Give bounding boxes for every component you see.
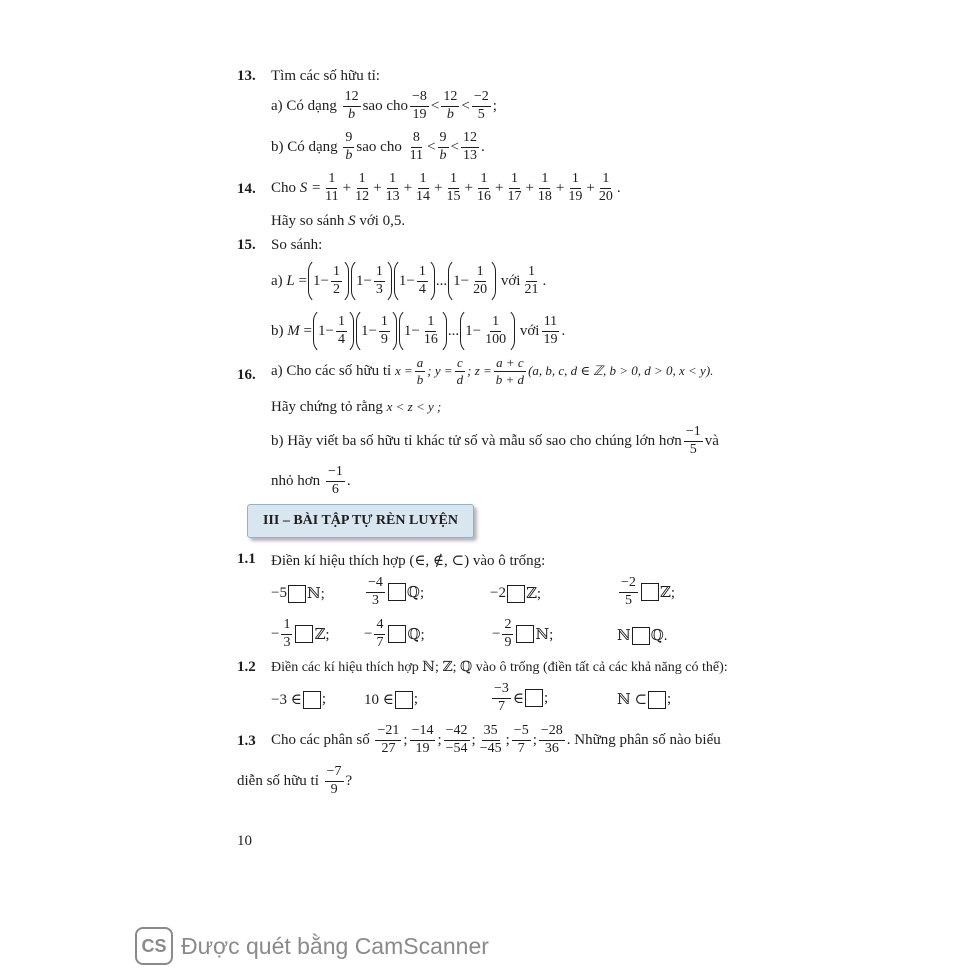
fraction: $\frac{9}{b}$ [345, 130, 353, 163]
sum-term: $\frac{1}{16}$ [476, 171, 491, 204]
factor-fraction: $\frac{1}{16}$ [423, 313, 438, 347]
fraction: $\frac{8}{11}$ [409, 130, 424, 163]
product-factor: 1− $\frac{1}{2}$ [308, 258, 349, 304]
sum-term: $\frac{1}{20}$ [598, 171, 613, 204]
text: nhỏ hơn [271, 472, 321, 489]
text: b) [271, 322, 284, 339]
problem-15a: a) L = 1− $\frac{1}{2}$ 1− $\frac{1}{3}$ 1− $\frac{1}{4}$ ... 1− $\frac{1}{20}$ với $\frac{1}{21}$ . [271, 258, 546, 304]
exercise-1-1-number: 1.1 [237, 551, 256, 567]
product-factor: 1− $\frac{1}{4}$ [394, 258, 435, 304]
fraction: $\frac{c}{d}$ [456, 355, 464, 387]
sum-term: $\frac{1}{13}$ [385, 171, 400, 204]
var: M [287, 322, 300, 339]
plus-sign: + [403, 179, 413, 196]
sum-term: $\frac{1}{19}$ [568, 171, 583, 204]
listed-fraction: $\frac{-42}{-54}$ [445, 723, 468, 756]
text: với [519, 322, 540, 339]
text: . Những phân số nào biểu [566, 731, 721, 748]
fraction: $\frac{a}{b}$ [416, 355, 424, 387]
section-heading: III – BÀI TẬP TỰ RÈN LUYỆN [247, 504, 474, 538]
exercise-1-2-text: Điền các kí hiệu thích hợp ℕ; ℤ; ℚ vào ô trống (điền tất cả các khả năng có thể): [271, 660, 728, 675]
ellipsis: ... [447, 322, 460, 339]
fraction: $\frac{-2}{5}$ [621, 575, 636, 608]
product-M [312, 308, 516, 354]
fraction: $\frac{-1}{6}$ [327, 464, 343, 497]
ex11-item: ℕ ℚ. [617, 628, 668, 644]
text: sao cho [356, 138, 402, 155]
ex11-item: −5 ℕ; [271, 585, 325, 602]
footer-text: Được quét bằng CamScanner [181, 932, 489, 959]
plus-sign: + [494, 179, 504, 196]
fraction: $\frac{-7}{9}$ [326, 764, 342, 797]
exercise-1-3-line2: diễn số hữu tỉ $\frac{-7}{9}$ ? [237, 764, 353, 797]
ex11-item: − $\frac{4}{7}$ ℚ; [364, 617, 425, 650]
problem-13-intro: Tìm các số hữu tỉ: [271, 68, 380, 84]
var: L [286, 272, 295, 289]
text: b) Hãy viết ba số hữu tỉ khác tử số và mẫu số sao cho chúng lớn hơn [271, 432, 682, 449]
fraction: $\frac{a + c}{b + d}$ [495, 355, 525, 387]
plus-sign: + [464, 179, 473, 196]
product-factor: 1− $\frac{1}{20}$ [448, 258, 496, 304]
fraction: $\frac{12}{b}$ [443, 89, 458, 122]
factor-fraction: $\frac{1}{4}$ [337, 313, 345, 347]
product-factor: 1− $\frac{1}{9}$ [356, 308, 397, 354]
exercise-1-1-text: Điền kí hiệu thích hợp (∈, ∉, ⊂) vào ô trống: [271, 553, 546, 569]
text: diễn số hữu tỉ [237, 772, 319, 789]
fraction: $\frac{1}{21}$ [524, 263, 539, 297]
answer-box[interactable] [525, 689, 543, 707]
answer-box[interactable] [303, 691, 321, 709]
answer-box[interactable] [507, 585, 525, 603]
problem-13-number: 13. [237, 68, 256, 84]
text: với [500, 272, 521, 289]
sum-terms [321, 172, 617, 204]
problem-16a: a) Cho các số hữu tỉ x = $\frac{a}{b}$ ; y = $\frac{c}{d}$ ; z = $\frac{a + c}{b + d}$ (a, b, c, d ∈ ℤ, b > 0, d > 0, x < y). [271, 355, 714, 387]
problem-13b-label: b) Có dạng [271, 138, 338, 155]
factor-fraction: $\frac{1}{4}$ [418, 263, 426, 297]
answer-box[interactable] [648, 691, 666, 709]
problem-15-intro: So sánh: [271, 237, 323, 253]
sum-term: $\frac{1}{17}$ [507, 171, 522, 204]
fraction: $\frac{-8}{19}$ [411, 89, 427, 122]
listed-fraction: $\frac{-21}{27}$ [377, 723, 400, 756]
factor-fraction: $\frac{1}{20}$ [473, 263, 488, 297]
ex12-item: $\frac{-3}{7}$ ∈ ; [494, 681, 549, 714]
product-factor: 1− $\frac{1}{3}$ [351, 258, 392, 304]
separator: ; [403, 731, 408, 748]
fraction: $\frac{4}{7}$ [376, 617, 384, 650]
problem-13a: a) Có dạng $\frac{12}{b}$ sao cho $\frac{-8}{19}$ < $\frac{12}{b}$ < $\frac{-2}{5}$ ; [271, 89, 497, 122]
problem-16b [271, 425, 719, 457]
answer-box[interactable] [516, 625, 534, 643]
ex11-item: $\frac{-2}{5}$ ℤ; [621, 575, 676, 608]
separator: ; [505, 731, 510, 748]
listed-fraction: $\frac{-28}{36}$ [540, 723, 563, 756]
product-factor: 1− $\frac{1}{4}$ [313, 308, 354, 354]
ex11-item: − $\frac{2}{9}$ ℕ; [492, 617, 554, 650]
fraction: $\frac{-3}{7}$ [494, 681, 509, 714]
fraction: $\frac{2}{9}$ [504, 617, 512, 650]
text: sao cho [362, 97, 408, 114]
plus-sign: + [373, 179, 382, 196]
problem-13b: b) Có dạng $\frac{9}{b}$ sao cho $\frac{8}{11}$ < $\frac{9}{b}$ < $\frac{12}{13}$ . [271, 130, 485, 163]
sum-term: $\frac{1}{11}$ [325, 171, 339, 204]
camscanner-footer [135, 927, 489, 965]
fraction: $\frac{12}{13}$ [463, 130, 477, 163]
sum-term: $\frac{1}{15}$ [446, 171, 461, 204]
fraction: $\frac{-1}{5}$ [685, 424, 701, 457]
fraction: $\frac{9}{b}$ [439, 130, 447, 163]
separator: ; [471, 731, 476, 748]
exercise-1-3-number: 1.3 [237, 733, 256, 749]
fraction-list [373, 724, 566, 756]
answer-box[interactable] [632, 627, 650, 645]
answer-box[interactable] [295, 625, 313, 643]
ex11-item: − $\frac{1}{3}$ ℤ; [271, 617, 330, 650]
separator: ; [532, 731, 537, 748]
problem-14-sum: Cho S = $\frac{1}{11}$ + $\frac{1}{12}$ + $\frac{1}{13}$ + $\frac{1}{14}$ + $\frac{1}{15}$ + $\frac{1}{16}$ + $\frac{1}{17}$ + $\frac{1}{18}$ + $\frac{1}{19}$ + $\frac{1}{20}$ . [271, 171, 621, 204]
product-factor: 1− $\frac{1}{16}$ [399, 308, 447, 354]
problem-16b-cont: nhỏ hơn $\frac{-1}{6}$ . [271, 464, 351, 497]
plus-sign: + [342, 179, 352, 196]
text: a) [271, 272, 283, 289]
text: Cho [271, 179, 297, 196]
fraction: $\frac{-2}{5}$ [473, 89, 489, 122]
answer-box[interactable] [388, 583, 406, 601]
ex12-item: 10 ∈ ; [364, 691, 419, 708]
factor-fraction: $\frac{1}{100}$ [485, 313, 507, 347]
fraction: $\frac{-4}{3}$ [368, 575, 383, 608]
answer-box[interactable] [388, 625, 406, 643]
fraction: $\frac{12}{b}$ [344, 89, 359, 122]
exercise-1-3-line1 [271, 724, 721, 756]
problem-13a-label: a) Có dạng [271, 97, 337, 114]
page-number: 10 [237, 833, 252, 849]
problem-15-number: 15. [237, 237, 256, 253]
ellipsis: ... [435, 272, 448, 289]
factor-fraction: $\frac{1}{9}$ [380, 313, 388, 347]
plus-sign: + [525, 179, 534, 196]
factor-fraction: $\frac{1}{2}$ [332, 263, 340, 297]
answer-box[interactable] [395, 691, 413, 709]
sum-lhs: S = [299, 179, 322, 196]
problem-15b: b) M = 1− $\frac{1}{4}$ 1− $\frac{1}{9}$ 1− $\frac{1}{16}$ ... 1− $\frac{1}{100}$ với $\frac{11}{19}$ . [271, 308, 565, 354]
exercise-1-2-number: 1.2 [237, 659, 256, 675]
text: Cho các phân số [271, 731, 370, 748]
plus-sign: + [434, 179, 443, 196]
separator: ; [437, 731, 442, 748]
camscanner-logo-icon: CS [135, 927, 173, 965]
listed-fraction: $\frac{35}{-45}$ [479, 723, 502, 756]
plus-sign: + [586, 179, 595, 196]
problem-16-number: 16. [237, 367, 256, 383]
listed-fraction: $\frac{-14}{19}$ [411, 723, 434, 756]
ex12-item: ℕ ⊂ ; [617, 691, 672, 708]
sum-term: $\frac{1}{18}$ [537, 171, 552, 204]
condition: (a, b, c, d ∈ ℤ, b > 0, d > 0, x < y). [528, 363, 714, 379]
ex12-item: −3 ∈ ; [271, 691, 326, 708]
ex11-item: $\frac{-4}{3}$ ℚ; [368, 575, 425, 608]
ex11-item: −2 ℤ; [490, 585, 542, 602]
text: a) Cho các số hữu tỉ [271, 362, 392, 379]
product-L [307, 258, 497, 304]
product-factor: 1− $\frac{1}{100}$ [460, 308, 515, 354]
problem-14-number: 14. [237, 181, 256, 197]
fraction: $\frac{11}{19}$ [543, 313, 558, 347]
answer-box[interactable] [288, 585, 306, 603]
factor-fraction: $\frac{1}{3}$ [375, 263, 383, 297]
problem-16-show: Hãy chứng tỏ rằng x < z < y ; [271, 399, 442, 415]
fraction: $\frac{1}{3}$ [283, 617, 291, 650]
sum-term: $\frac{1}{12}$ [355, 171, 370, 204]
plus-sign: + [555, 179, 565, 196]
answer-box[interactable] [641, 583, 659, 601]
problem-14-question: Hãy so sánh S với 0,5. [271, 213, 406, 229]
text: và [704, 432, 719, 449]
listed-fraction: $\frac{-5}{7}$ [513, 723, 529, 756]
sum-term: $\frac{1}{14}$ [416, 171, 431, 204]
